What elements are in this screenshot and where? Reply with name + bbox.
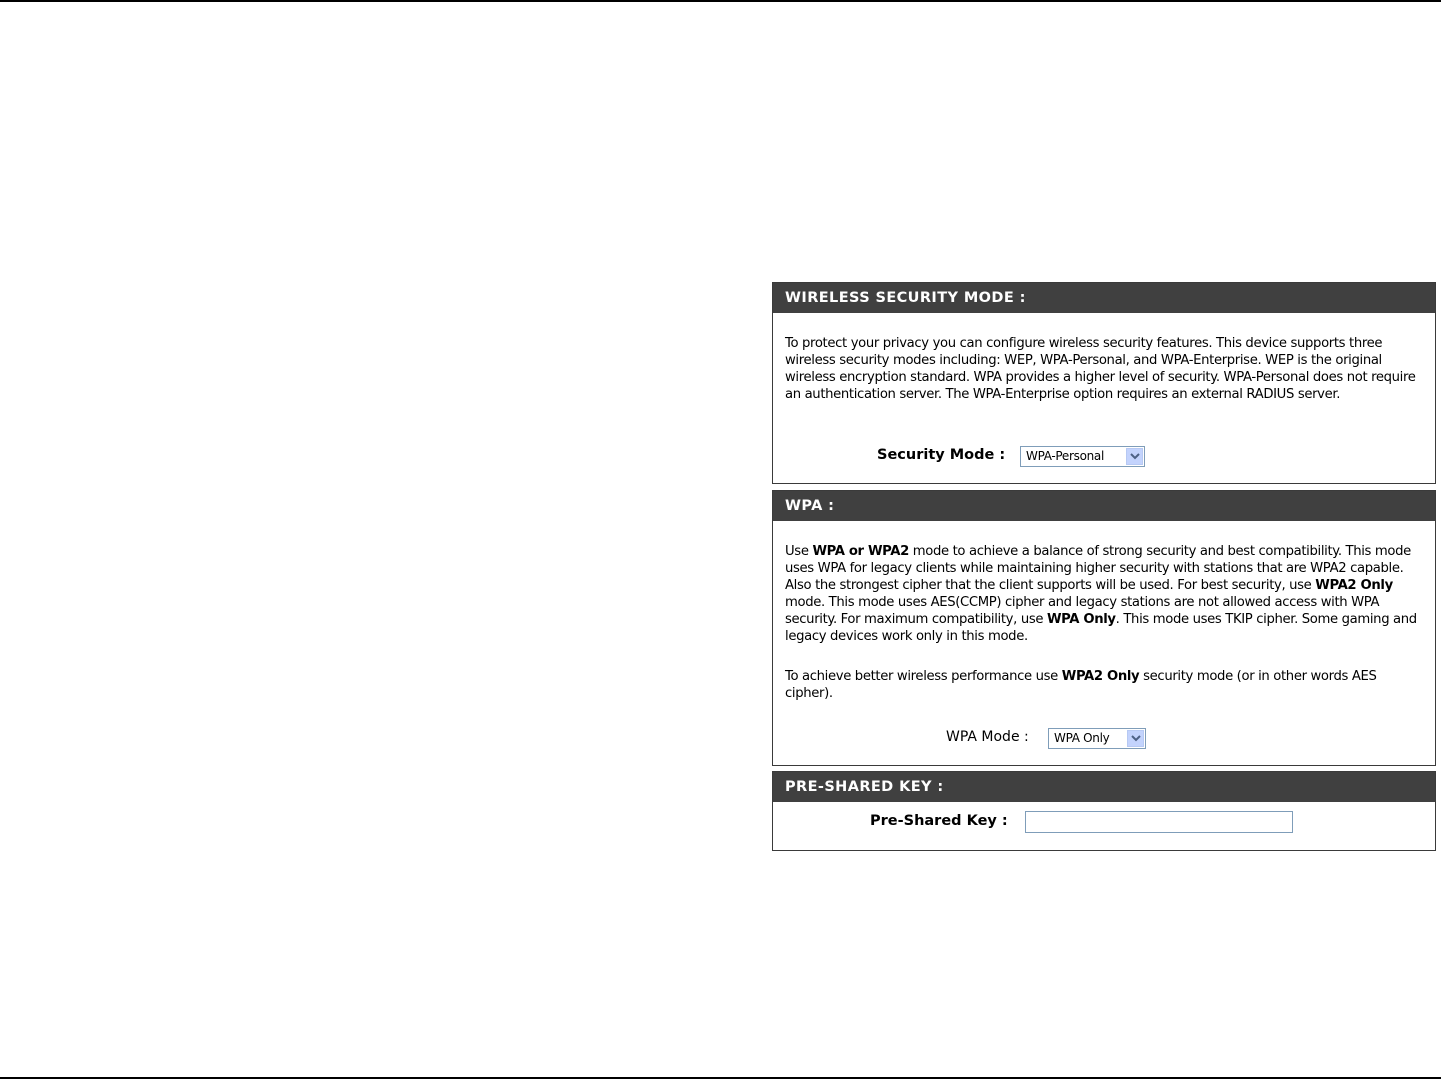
pre-shared-key-input[interactable] bbox=[1025, 811, 1293, 833]
pre-shared-key-panel bbox=[772, 771, 1436, 851]
security-mode-description: To protect your privacy you can configure wireless security features. This device supports three wireless security modes including: WEP, WPA-Personal, and WPA-Enterprise. WEP is the original wireless encryption standard. WPA provides a higher level of security. WPA-Personal does not require an authentication server. The WPA-Enterprise option requires an external RADIUS server. bbox=[785, 336, 1416, 402]
security-mode-selected-value: WPA-Personal bbox=[1026, 449, 1105, 463]
wpa-mode-label: WPA Mode : bbox=[946, 729, 1029, 745]
wireless-security-mode-panel bbox=[772, 282, 1436, 484]
security-mode-label: Security Mode : bbox=[877, 447, 1006, 463]
pre-shared-key-label: Pre-Shared Key : bbox=[870, 813, 1008, 829]
panel-header: WIRELESS SECURITY MODE : bbox=[773, 283, 1435, 313]
wpa-performance-note: To achieve better wireless performance use WPA2 Only security mode (or in other words AES cipher). bbox=[785, 669, 1377, 701]
top-rule bbox=[0, 0, 1441, 2]
chevron-down-icon[interactable] bbox=[1126, 448, 1143, 465]
wpa-panel bbox=[772, 490, 1436, 766]
panel-header: PRE-SHARED KEY : bbox=[773, 772, 1435, 802]
chevron-down-icon[interactable] bbox=[1127, 730, 1144, 747]
panel-header: WPA : bbox=[773, 491, 1435, 521]
wpa-description: Use WPA or WPA2 mode to achieve a balance of strong security and best compatibility. This mode uses WPA for legacy clients while maintaining higher security with stations that are WPA2 capable. Also the strongest cipher that the client supports will be used. For best security, use WPA2 Only mode. This mode uses AES(CCMP) cipher and legacy stations are not allowed access with WPA security. For maximum compatibility, use WPA Only. This mode uses TKIP cipher. Some gaming and legacy devices work only in this mode. bbox=[785, 544, 1417, 644]
security-mode-select[interactable] bbox=[1020, 446, 1145, 467]
wpa-mode-select[interactable] bbox=[1048, 728, 1146, 749]
wpa-mode-selected-value: WPA Only bbox=[1054, 731, 1110, 745]
bottom-rule bbox=[0, 1077, 1441, 1079]
